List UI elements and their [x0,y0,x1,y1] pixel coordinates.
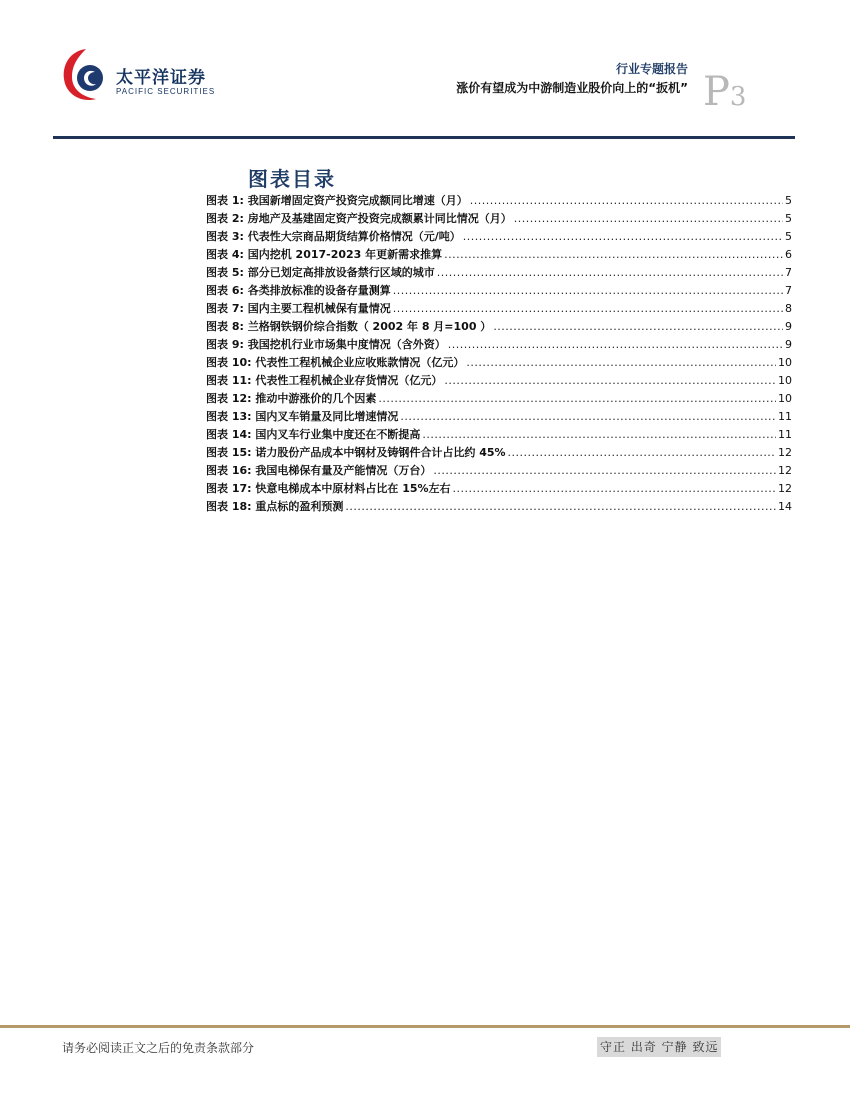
toc-entry-page: 12 [778,464,792,477]
footer-divider [0,1025,850,1028]
page-number-mark [703,69,747,115]
dot-leader [508,444,776,462]
page-letter: P [703,69,730,115]
toc-entry-label: 图表 13: 国内叉车销量及同比增速情况 [206,410,399,423]
toc-entry-page: 9 [785,320,792,333]
dot-leader [453,480,776,498]
toc-entry[interactable] [206,192,792,210]
toc-entry[interactable] [206,300,792,318]
dot-leader [393,282,783,300]
footer-disclaimer: 请务必阅读正文之后的免责条款部分 [62,1041,255,1055]
toc-entry-page: 5 [785,212,792,225]
toc-entry-label: 图表 14: 国内叉车行业集中度还在不断提高 [206,428,421,441]
toc-entry[interactable] [206,318,792,336]
brand-name-en: PACIFIC SECURITIES [116,87,216,96]
toc-entry-page: 6 [785,248,792,261]
dot-leader [448,336,783,354]
toc-entry[interactable] [206,336,792,354]
toc-entry-label: 图表 9: 我国挖机行业市场集中度情况（含外资） [206,338,446,351]
dot-leader [470,192,783,210]
dot-leader [378,390,776,408]
toc-entry-label: 图表 6: 各类排放标准的设备存量测算 [206,284,391,297]
toc-entry-label: 图表 16: 我国电梯保有量及产能情况（万台） [206,464,432,477]
toc-entry[interactable] [206,354,792,372]
toc-entry[interactable] [206,426,792,444]
toc-entry-label: 图表 4: 国内挖机 2017-2023 年更新需求推算 [206,248,443,261]
toc-entry-page: 11 [778,410,792,423]
toc-entry[interactable] [206,372,792,390]
toc-entry-label: 图表 10: 代表性工程机械企业应收账款情况（亿元） [206,356,465,369]
toc-entry-label: 图表 15: 诺力股份产品成本中钢材及铸钢件合计占比约 45% [206,446,506,459]
dot-leader [433,462,776,480]
dot-leader [422,426,776,444]
header-divider [53,136,795,139]
toc-entry-page: 7 [785,266,792,279]
toc-entry-label: 图表 3: 代表性大宗商品期货结算价格情况（元/吨） [206,230,461,243]
dot-leader [400,408,776,426]
toc-entry-page: 5 [785,194,792,207]
toc-entry[interactable] [206,498,792,516]
toc-entry-label: 图表 2: 房地产及基建固定资产投资完成额累计同比情况（月） [206,212,512,225]
table-of-figures [206,192,792,516]
toc-entry-page: 8 [785,302,792,315]
toc-entry[interactable] [206,228,792,246]
toc-entry[interactable] [206,408,792,426]
dot-leader [345,498,776,516]
toc-entry-page: 9 [785,338,792,351]
toc-entry-label: 图表 12: 推动中游涨价的几个因素 [206,392,377,405]
toc-entry-page: 11 [778,428,792,441]
report-title: 涨价有望成为中游制造业股价向上的“扳机” [456,81,688,95]
report-type: 行业专题报告 [615,62,688,76]
toc-entry[interactable] [206,264,792,282]
toc-entry-label: 图表 1: 我国新增固定资产投资完成额同比增速（月） [206,194,468,207]
toc-entry[interactable] [206,246,792,264]
toc-entry-page: 12 [778,446,792,459]
toc-entry-label: 图表 5: 部分已划定高排放设备禁行区域的城市 [206,266,435,279]
brand-name-cn: 太平洋证券 [116,68,206,88]
footer-motto: 守正 出奇 宁静 致远 [597,1037,721,1057]
pacific-logo-icon [60,45,112,105]
toc-heading: 图表目录 [248,167,336,191]
toc-entry-label: 图表 17: 快意电梯成本中原材料占比在 15%左右 [206,482,451,495]
toc-entry-page: 14 [778,500,792,513]
toc-entry-label: 图表 18: 重点标的盈利预测 [206,500,344,513]
toc-entry-page: 10 [778,356,792,369]
dot-leader [444,372,776,390]
toc-entry[interactable] [206,462,792,480]
toc-entry-page: 10 [778,392,792,405]
dot-leader [463,228,783,246]
dot-leader [444,246,783,264]
toc-entry-label: 图表 8: 兰格钢铁钢价综合指数（ 2002 年 8 月=100 ） [206,320,492,333]
toc-entry-label: 图表 7: 国内主要工程机械保有量情况 [206,302,391,315]
dot-leader [393,300,783,318]
company-logo [60,45,230,105]
toc-entry-page: 7 [785,284,792,297]
toc-entry[interactable] [206,480,792,498]
toc-entry[interactable] [206,210,792,228]
toc-entry[interactable] [206,282,792,300]
toc-entry[interactable] [206,444,792,462]
dot-leader [514,210,783,228]
page-number: 3 [729,82,747,112]
toc-entry-label: 图表 11: 代表性工程机械企业存货情况（亿元） [206,374,443,387]
dot-leader [437,264,783,282]
toc-entry-page: 10 [778,374,792,387]
toc-entry-page: 12 [778,482,792,495]
dot-leader [493,318,783,336]
toc-entry[interactable] [206,390,792,408]
dot-leader [466,354,776,372]
toc-entry-page: 5 [785,230,792,243]
